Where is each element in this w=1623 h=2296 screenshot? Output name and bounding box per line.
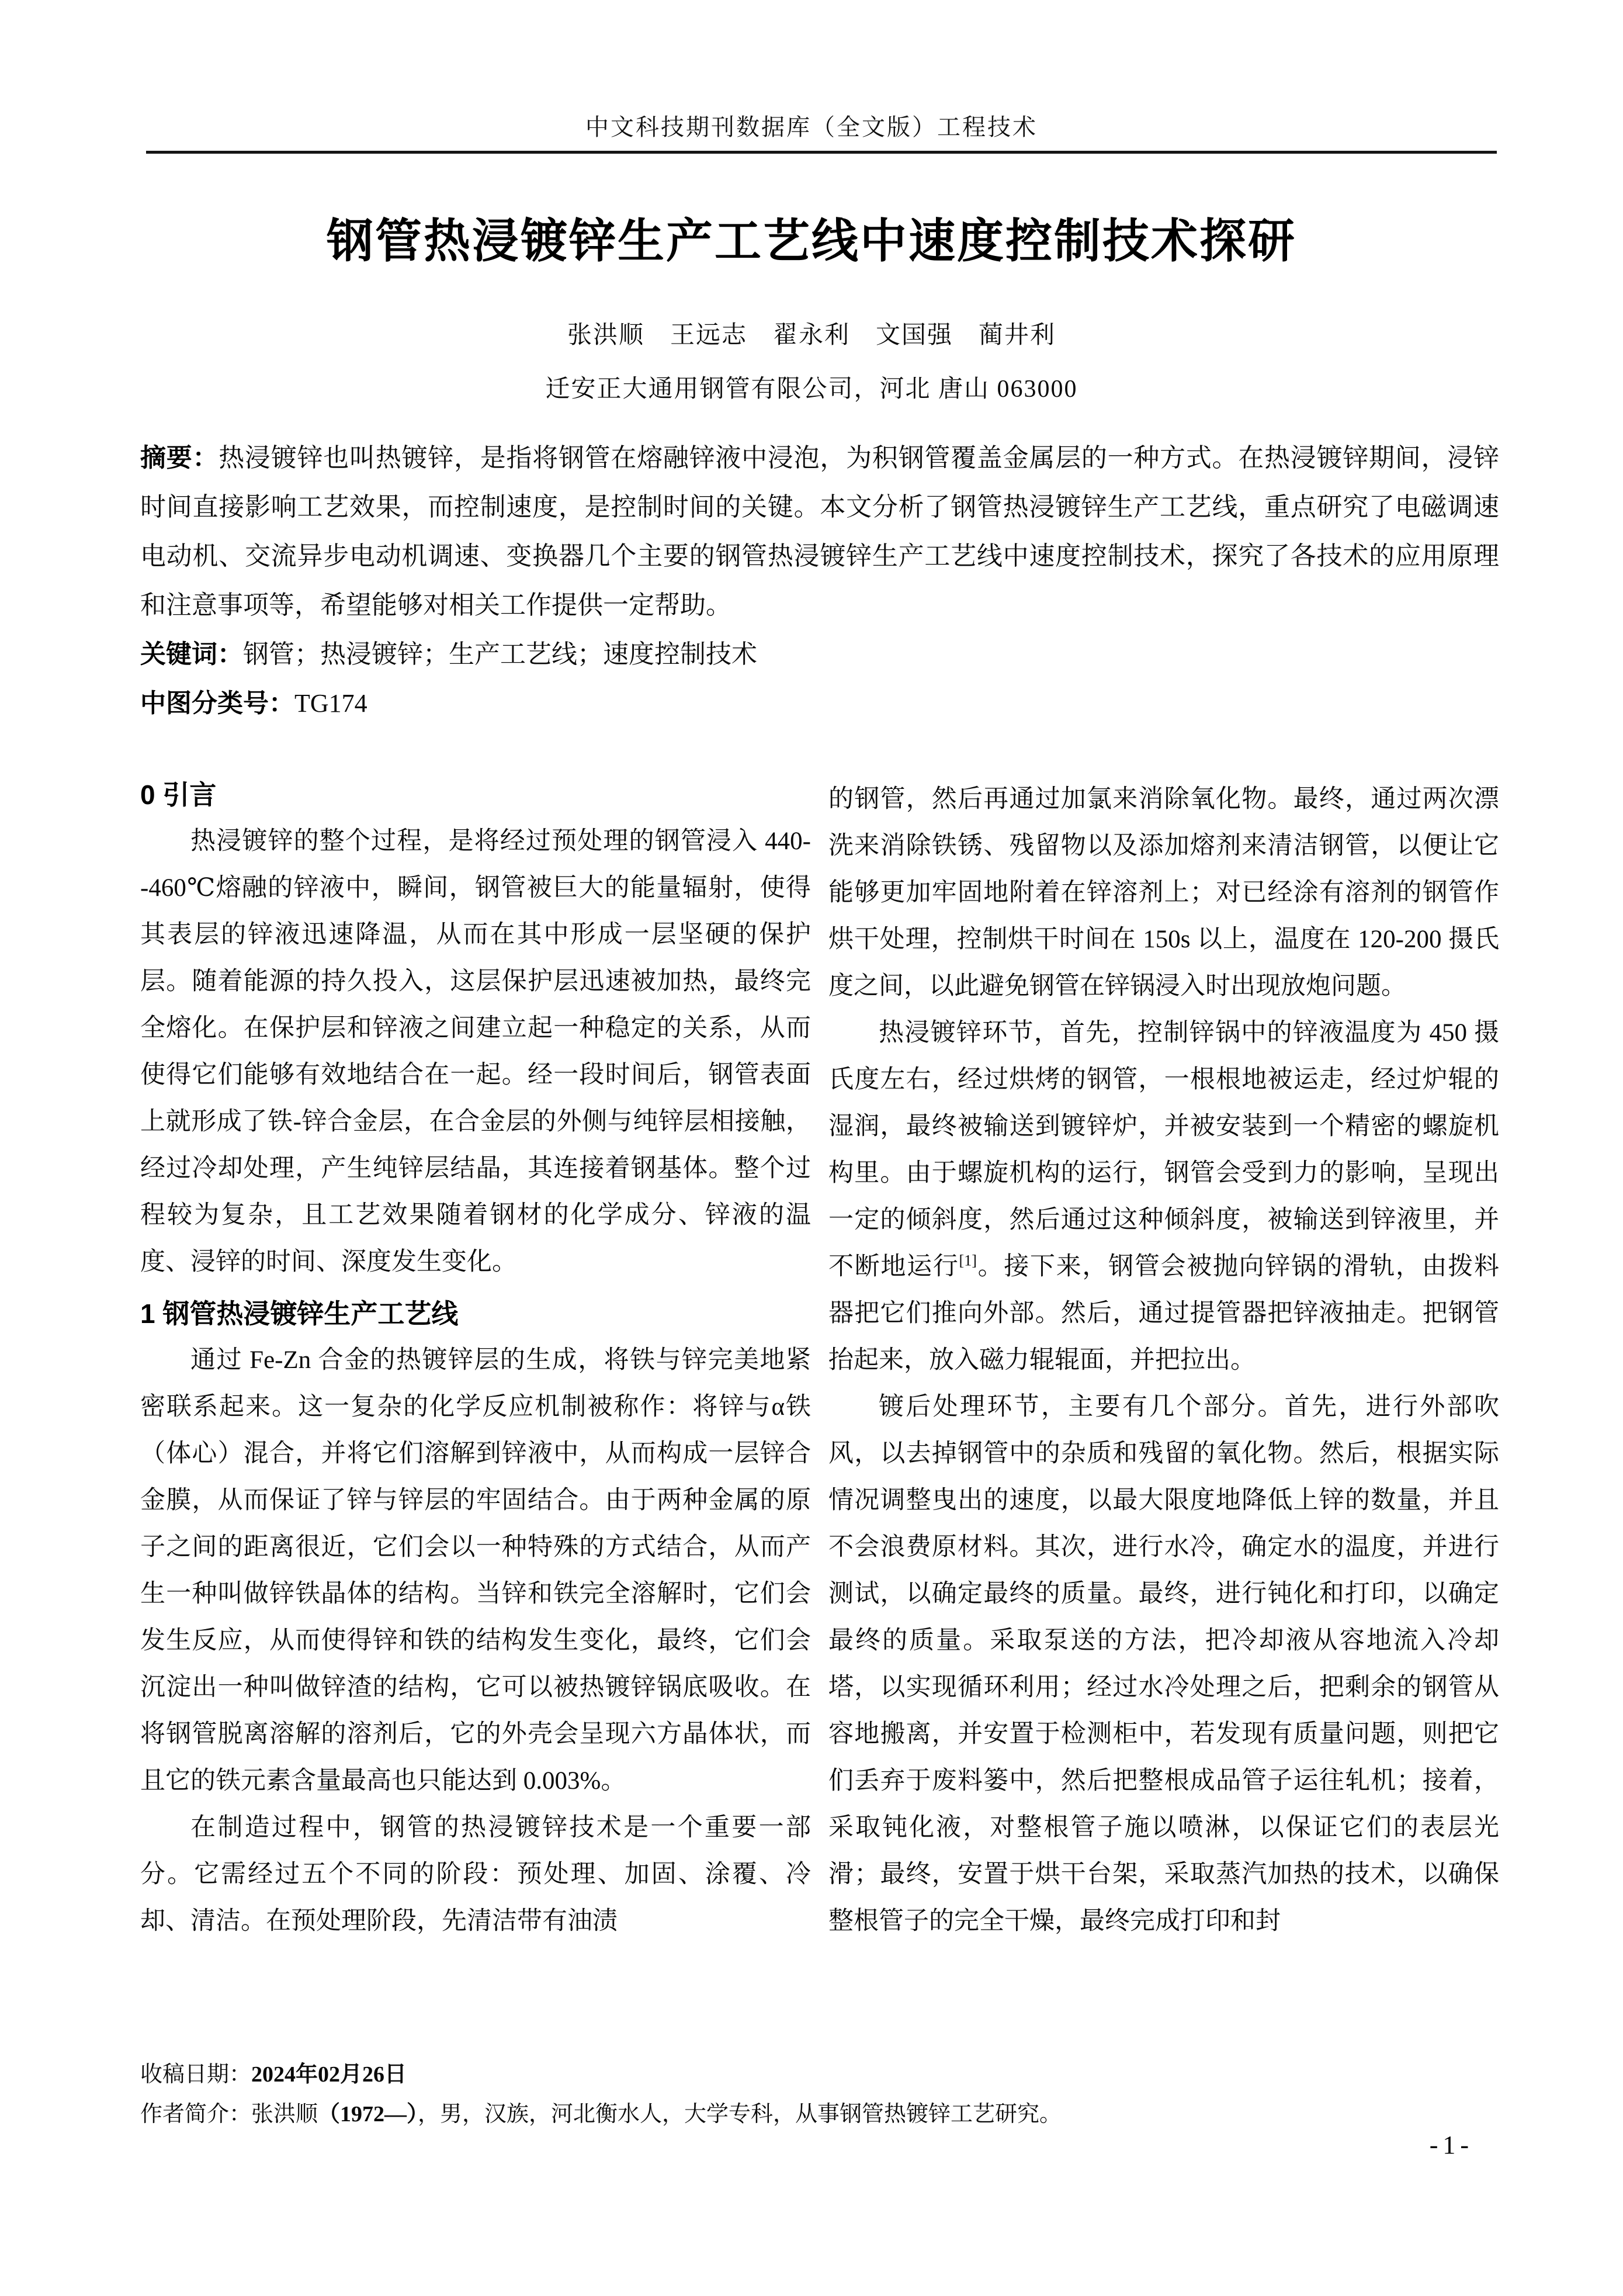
author-bio-years: （1972—） (318, 2102, 418, 2127)
header-rule (146, 151, 1497, 154)
paragraph-3-text-after-ref: 。接下来，钢管会被抛向锌锅的滑轨，由拨料器把它们推向外部。然后，通过提管器把锌液抽走。把钢管抬起来，放入磁力辊辊面，并把拉出。 (828, 1253, 1500, 1374)
footnote-block (140, 2055, 1499, 2134)
received-date-label: 收稿日期： (140, 2062, 252, 2087)
meta-block (140, 434, 1499, 728)
clc-line (140, 679, 1499, 728)
keywords-label: 关键词： (140, 640, 243, 669)
reference-marker: [1] (959, 1252, 977, 1269)
article-title: 钢管热浸镀锌生产工艺线中速度控制技术探研 (327, 216, 1296, 268)
author-line: 张洪顺 王远志 翟永利 文国强 蔺井利 (567, 322, 1056, 349)
author-bio-line (140, 2094, 1499, 2134)
received-date-line (140, 2055, 1499, 2094)
abstract-label: 摘要： (140, 444, 219, 472)
paragraph-3-text-before-ref: 热浸镀锌环节，首先，控制锌锅中的锌液温度为 450 摄氏度左右，经过烘烤的钢管，一根根地被运走，经过炉辊的湿润，最终被输送到镀锌炉，并被安装到一个精密的螺旋机构里。由于螺旋机构的运行，钢管会受到力的影响，呈现出一定的倾斜度，然后通过这种倾斜度，被输送到锌液里，并不断地运行 (828, 1019, 1499, 1280)
keywords-line (140, 630, 1499, 679)
section-1-paragraph-3 (828, 1010, 1499, 1384)
section-1-paragraph-1: 通过 Fe-Zn 合金的热镀锌层的生成，将铁与锌完美地紧密联系起来。这一复杂的化学反应机制被称作：将锌与α铁（体心）混合，并将它们溶解到锌液中，从而构成一层锌合金膜，从而保证了锌与锌层的牢固结合。由于两种金属的原子之间的距离很近，它们会以一种特殊的方式结合，从而产生一种叫做锌铁晶体的结构。当锌和铁完全溶解时，它们会发生反应，从而使得锌和铁的结构发生变化，最终，它们会沉淀出一种叫做锌渣的结构，它可以被热镀锌锅底吸收。在将钢管脱离溶解的溶剂后，它的外壳会呈现六方晶体状，而且它的铁元素含量最高也只能达到 0.003%。 (140, 1346, 811, 1795)
right-column (828, 767, 1499, 1945)
journal-header: 中文科技期刊数据库（全文版）工程技术 (585, 114, 1038, 140)
received-date-value: 2024年02月26日 (251, 2062, 407, 2087)
abstract-paragraph (140, 434, 1499, 630)
keywords-text: 钢管；热浸镀锌；生产工艺线；速度控制技术 (243, 640, 757, 669)
section-0-paragraph: 热浸镀锌的整个过程，是将经过预处理的钢管浸入 440--460℃熔融的锌液中，瞬间，钢管被巨大的能量辐射，使得其表层的锌液迅速降温，从而在其中形成一层坚硬的保护层。随着能源的持久投入，这层保护层迅速被加热，最终完全熔化。在保护层和锌液之间建立起一种稳定的关系，从而使得它们能够有效地结合在一起。经一段时间后，钢管表面上就形成了铁-锌合金层，在合金层的外侧与纯锌层相接触，经过冷却处理，产生纯锌层结晶，其连接着钢基体。整个过程较为复杂，且工艺效果随着钢材的化学成分、锌液的温度、浸锌的时间、深度发生变化。 (140, 827, 811, 1276)
section-0-heading: 0 引言 (140, 780, 217, 810)
section-1-paragraph-4: 镀后处理环节，主要有几个部分。首先，进行外部吹风，以去掉钢管中的杂质和残留的氧化物。然后，根据实际情况调整曳出的速度，以最大限度地降低上锌的数量，并且不会浪费原材料。其次，进行水冷，确定水的温度，并进行测试，以确定最终的质量。最终，进行钝化和打印，以确定最终的质量。采取泵送的方法，把冷却液从容地流入冷却塔，以实现循环利用；经过水冷处理之后，把剩余的钢管从容地搬离，并安置于检测柜中，若发现有质量问题，则把它们丢弃于废料篓中，然后把整根成品管子运往轧机；接着，采取钝化液，对整根管子施以喷淋，以保证它们的表层光滑；最终，安置于烘干台架，采取蒸汽加热的技术，以确保整根管子的完全干燥，最终完成打印和封 (828, 1393, 1499, 1935)
section-1-paragraph-2-continuation: 的钢管，然后再通过加氯来消除氧化物。最终，通过两次漂洗来消除铁锈、残留物以及添加熔剂来清洁钢管，以便让它能够更加牢固地附着在锌溶剂上；对已经涂有溶剂的钢管作烘干处理，控制烘干时间在 150s 以上，温度在 120-200 摄氏度之间，以此避免钢管在锌锅浸入时出现放炮问题。 (828, 785, 1499, 1000)
clc-label: 中图分类号： (140, 689, 294, 718)
clc-value: TG174 (294, 689, 367, 718)
author-bio-text: ，男，汉族，河北衡水人，大学专科，从事钢管热镀锌工艺研究。 (418, 2102, 1062, 2127)
section-1-heading: 1 钢管热浸镀锌生产工艺线 (140, 1298, 459, 1329)
abstract-text: 热浸镀锌也叫热镀锌，是指将钢管在熔融锌液中浸泡，为积钢管覆盖金属层的一种方式。在热浸镀锌期间，浸锌时间直接影响工艺效果，而控制速度，是控制时间的关键。本文分析了钢管热浸镀锌生产工艺线，重点研究了电磁调速电动机、交流异步电动机调速、变换器几个主要的钢管热浸镀锌生产工艺线中速度控制技术，探究了各技术的应用原理和注意事项等，希望能够对相关工作提供一定帮助。 (140, 444, 1500, 619)
author-bio-name: 张洪顺 (251, 2102, 318, 2127)
left-column (140, 767, 811, 1945)
section-1-paragraph-2: 在制造过程中，钢管的热浸镀锌技术是一个重要一部分。它需经过五个不同的阶段：预处理、加固、涂覆、冷却、清洁。在预处理阶段，先清洁带有油渍 (140, 1814, 811, 1935)
author-bio-label: 作者简介： (140, 2102, 252, 2127)
page-number: -1- (1429, 2131, 1473, 2159)
body-columns (140, 767, 1499, 1945)
affiliation-line: 迁安正大通用钢管有限公司，河北 唐山 063000 (545, 376, 1078, 403)
